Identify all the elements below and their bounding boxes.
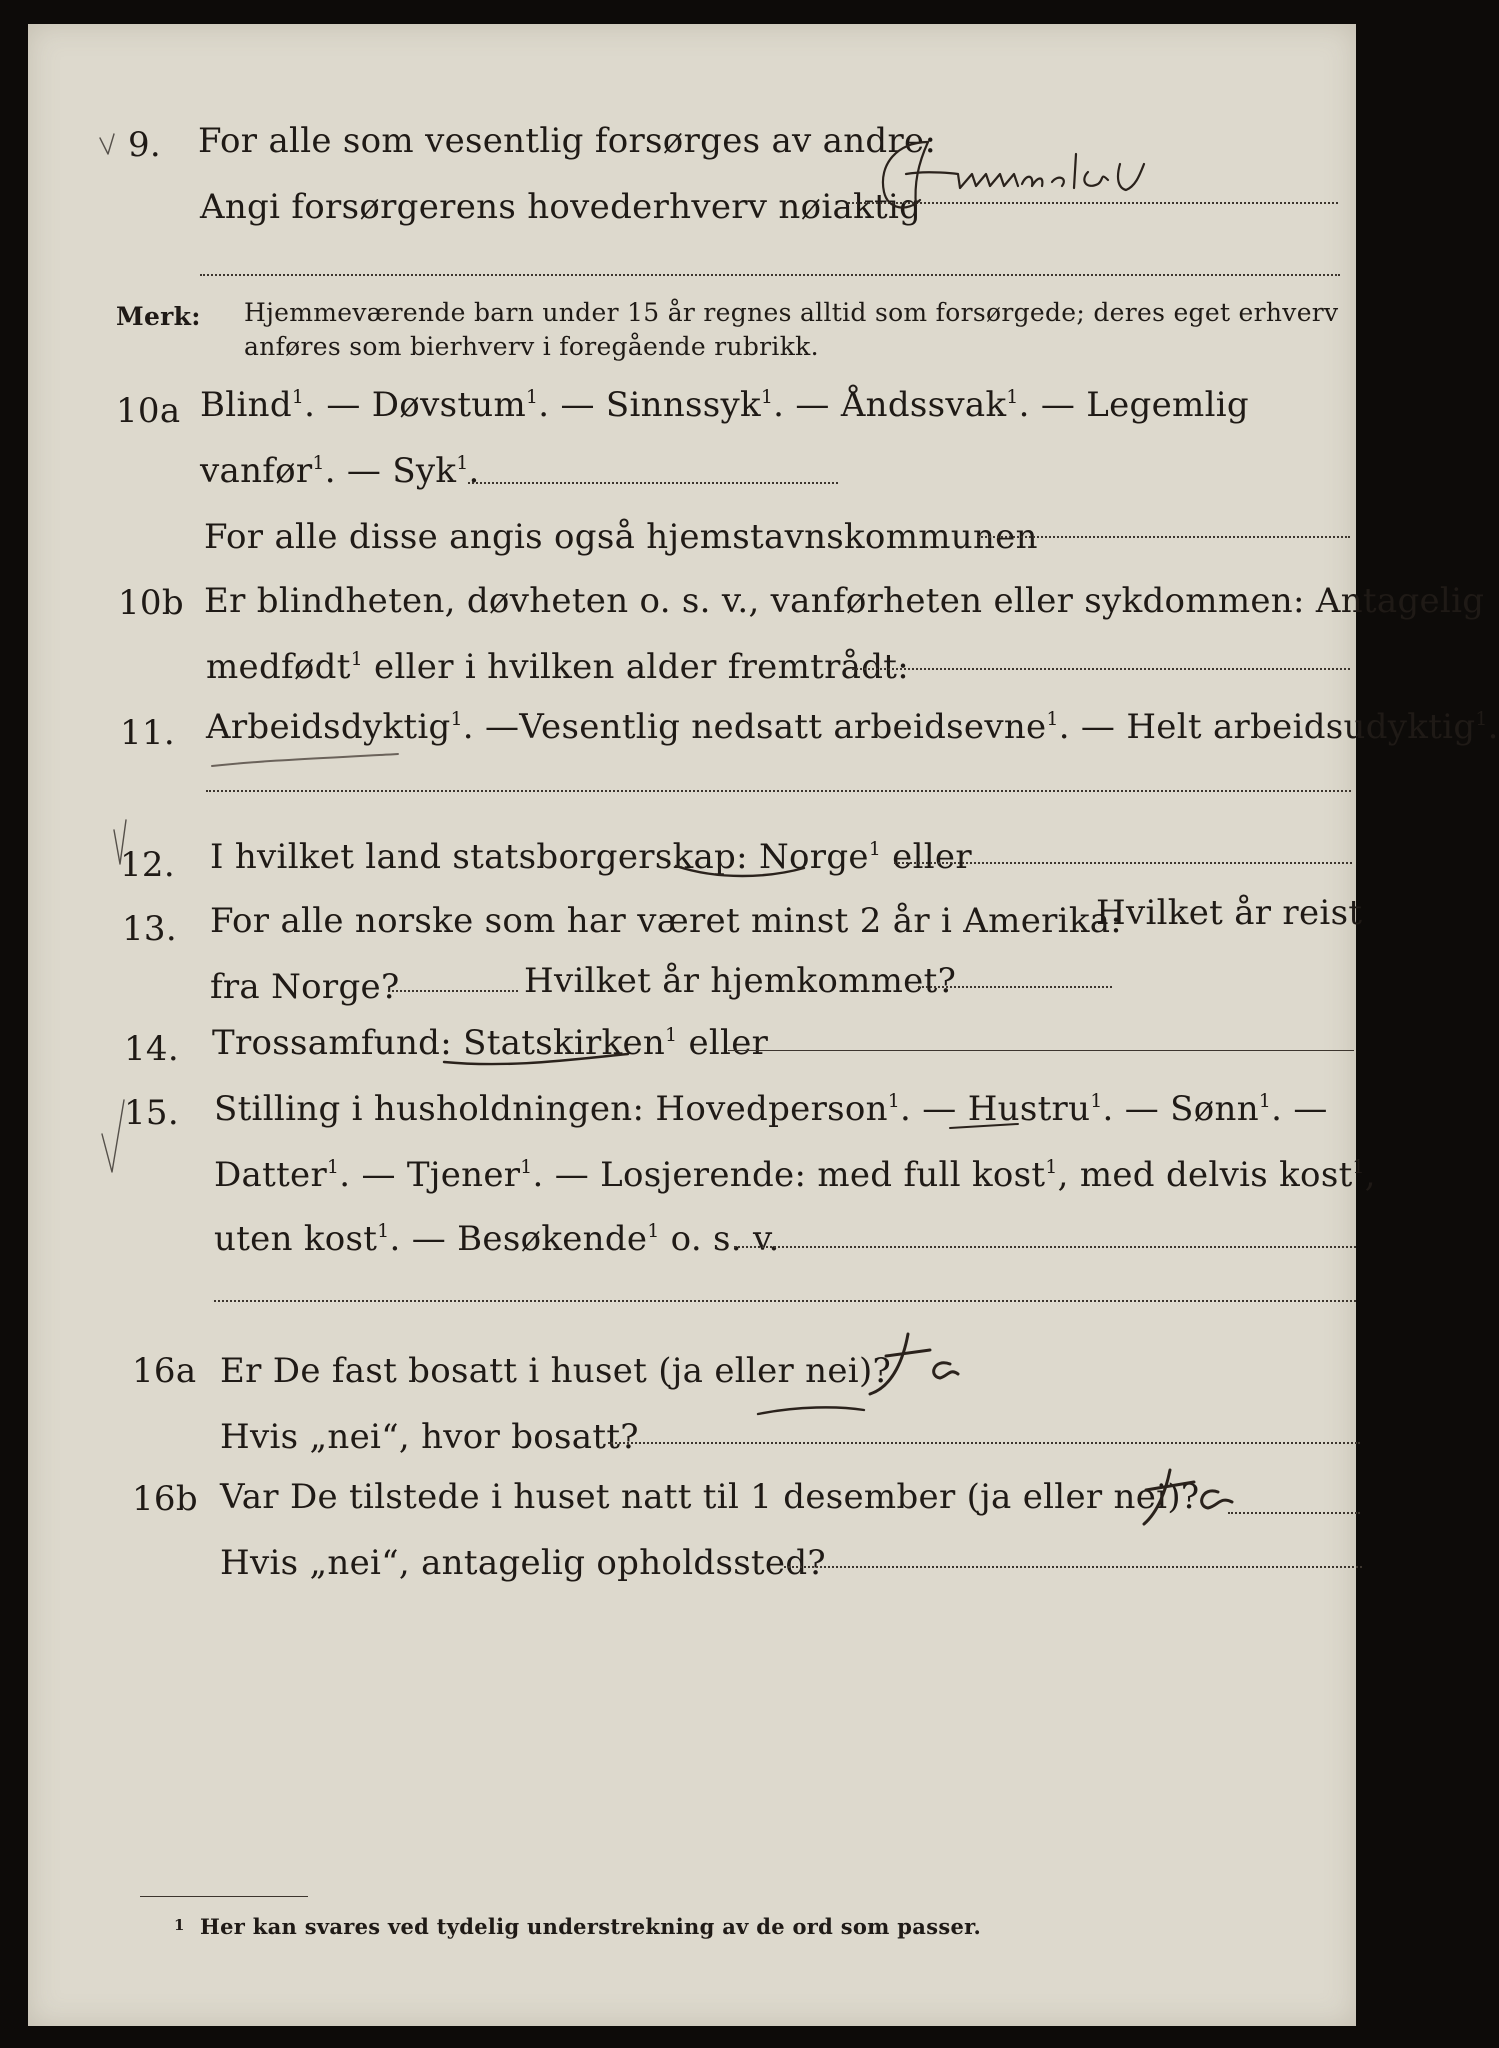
q10a-answer-line (468, 482, 838, 484)
q9-check-mark (100, 134, 114, 154)
q16a-line1: Er De fast bosatt i huset (ja eller nei)? (220, 1351, 892, 1391)
merk-line2: anføres som bierhverv i foregående rubrikk. (244, 332, 819, 361)
q13-line1a: For alle norske som har været minst 2 år i Amerika: (210, 901, 1123, 941)
q13-number: 13. (122, 909, 177, 949)
q13-line2b: Hvilket år hjemkommet? (524, 961, 957, 1001)
q10b-line2: medfødt$^1$ eller i hvilken alder fremtrådt: (206, 647, 910, 687)
q16b-opholdssted-line (784, 1566, 1362, 1568)
option-datter: Datter (214, 1155, 328, 1195)
q10a-line2: vanfør$^1$. — Syk$^1$. (200, 451, 480, 491)
q9-answer-line (848, 202, 1338, 204)
option-syk: Syk (392, 451, 457, 491)
q14-line: Trossamfund: Statskirken$^1$ eller (212, 1023, 769, 1063)
q14-answer-line (728, 1050, 1354, 1051)
option-sinnssyk: Sinnssyk (605, 385, 761, 425)
q10b-line1: Er blindheten, døvheten o. s. v., vanførheten eller sykdommen: Antagelig (204, 581, 1485, 621)
option-vanfor: vanfør (200, 451, 313, 491)
option-medfodt: medfødt (206, 647, 351, 687)
option-full-kost: med full kost (817, 1155, 1046, 1195)
q12-line: I hvilket land statsborgerskap: Norge$^1$ eller (210, 837, 972, 877)
option-arbeidsdyktig: Arbeidsdyktig (206, 707, 451, 747)
merk-line1: Hjemmeværende barn under 15 år regnes alltid som forsørgede; deres eget erhverv (244, 298, 1339, 327)
q16a-bosatt-line (608, 1442, 1360, 1444)
q16a-line2: Hvis „nei“, hvor bosatt? (220, 1417, 639, 1457)
q11-options: Arbeidsdyktig$^1$. —Vesentlig nedsatt arbeidsevne$^1$. — Helt arbeidsudyktig$^1$. (206, 707, 1499, 747)
q16b-number: 16b (132, 1479, 198, 1519)
option-dovstum: Døvstum (371, 385, 527, 425)
q11-number: 11. (120, 713, 175, 753)
option-hovedperson: Hovedperson (655, 1089, 888, 1129)
q13-line1b: Hvilket år reist (1096, 893, 1363, 933)
q10b-answer-line (852, 668, 1350, 670)
q15-check-mark (102, 1100, 124, 1172)
q10b-number: 10b (118, 583, 184, 623)
q15-number: 15. (124, 1093, 179, 1133)
q16b-line1: Var De tilstede i huset natt til 1 desember (ja eller nei)? (220, 1477, 1200, 1517)
q15-line3: uten kost$^1$. — Besøkende$^1$ o. s. v. (214, 1219, 780, 1259)
footnote-rule (140, 1896, 308, 1897)
option-tjener: Tjener (406, 1155, 521, 1195)
option-sonn: Sønn (1170, 1089, 1259, 1129)
q13-line2a: fra Norge? (210, 967, 400, 1007)
q11-answer-line (206, 790, 1351, 792)
q16a-number: 16a (132, 1351, 197, 1391)
q10a-line3: For alle disse angis også hjemstavnskommunen (204, 517, 1038, 557)
q9-question-line1: For alle som vesentlig forsørges av andre: (198, 121, 937, 161)
q10a-line1: Blind$^1$. — Døvstum$^1$. — Sinnssyk$^1$. — Åndssvak$^1$. — Legemlig (200, 385, 1249, 425)
option-helt-arbeidsudyktig: Helt arbeidsudyktig (1126, 707, 1476, 747)
option-blind: Blind (200, 385, 292, 425)
q12-answer-line (894, 862, 1352, 864)
q16b-line2: Hvis „nei“, antagelig opholdssted? (220, 1543, 826, 1583)
option-andssvak: Åndssvak (840, 385, 1007, 425)
q9-number: 9. (128, 125, 162, 165)
option-hustru: Hustru (967, 1089, 1091, 1129)
option-norge: Norge (758, 837, 869, 877)
q15-answer-line (734, 1246, 1356, 1248)
option-delvis-kost: med delvis kost (1079, 1155, 1353, 1195)
q16b-answer-line (1228, 1512, 1360, 1514)
q12-number: 12. (120, 845, 175, 885)
q16a-dash (758, 1407, 864, 1414)
q9-answer-line-2 (200, 274, 1340, 276)
option-legemlig: Legemlig (1086, 385, 1249, 425)
q10a-hjemstavn-line (978, 536, 1350, 538)
option-uten-kost: uten kost (214, 1219, 378, 1259)
q14-number: 14. (124, 1029, 179, 1069)
census-form-page (28, 24, 1499, 2026)
q11-underline (212, 754, 398, 766)
option-besokende: Besøkende (457, 1219, 648, 1259)
q9-question-line2: Angi forsørgerens hovederhverv nøiaktig (200, 187, 922, 227)
q13-reist-line (388, 990, 518, 992)
option-losjerende: Losjerende: (600, 1155, 807, 1195)
footnote-text: Her kan svares ved tydelig understrekning av de ord som passer. (200, 1914, 982, 1939)
q15-answer-line-2 (214, 1300, 1356, 1302)
q15-line1: Stilling i husholdningen: Hovedperson$^1$. — Hustru$^1$. — Sønn$^1$. — (214, 1089, 1328, 1129)
q10a-number: 10a (116, 391, 181, 431)
q13-hjemkommet-line (918, 986, 1112, 988)
q15-line2: Datter$^1$. — Tjener$^1$. — Losjerende: med full kost$^1$, med delvis kost$^1$, (214, 1155, 1376, 1195)
option-statskirken: Statskirken (463, 1023, 666, 1063)
option-nedsatt-arbeidsevne: Vesentlig nedsatt arbeidsevne (519, 707, 1047, 747)
footnote-mark: 1 (174, 1916, 185, 1934)
merk-label: Merk: (116, 302, 201, 331)
